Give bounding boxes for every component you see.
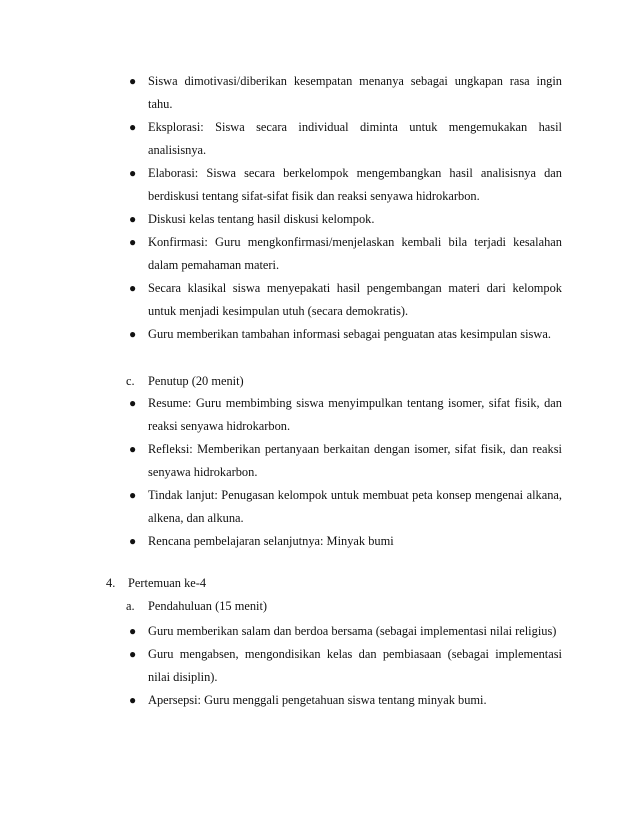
- bullet-icon: ●: [129, 396, 137, 410]
- list-item: ● Konfirmasi: Guru mengkonfirmasi/menjelaskan kembali bila terjadi kesalahan dalam pemahaman materi.: [148, 231, 562, 277]
- activity-list-eksplorasi: [129, 70, 562, 346]
- list-item: ● Guru memberikan salam dan berdoa bersama (sebagai implementasi nilai religius): [148, 620, 562, 643]
- list-item: ● Guru mengabsen, mengondisikan kelas dan pembiasaan (sebagai implementasi nilai disiplin).: [148, 643, 562, 689]
- list-item: ● Siswa dimotivasi/diberikan kesempatan menanya sebagai ungkapan rasa ingin tahu.: [148, 70, 562, 116]
- activity-list-pendahuluan: [129, 620, 562, 712]
- section-marker: 4.: [106, 576, 116, 590]
- list-item: ● Elaborasi: Siswa secara berkelompok mengembangkan hasil analisisnya dan berdiskusi tentang sifat-sifat fisik dan reaksi senyawa hidrokarbon.: [148, 162, 562, 208]
- bullet-icon: ●: [129, 624, 137, 638]
- bullet-icon: ●: [129, 647, 137, 661]
- section-marker: c.: [126, 374, 135, 388]
- bullet-icon: ●: [129, 327, 137, 341]
- section-title: Pendahuluan (15 menit): [148, 599, 268, 613]
- section-heading-pendahuluan: [126, 595, 267, 618]
- list-item: ● Tindak lanjut: Penugasan kelompok untuk membuat peta konsep mengenai alkana, alkena, dan alkuna.: [148, 484, 562, 530]
- section-marker: a.: [126, 599, 135, 613]
- bullet-icon: ●: [129, 488, 137, 502]
- bullet-icon: ●: [129, 166, 137, 180]
- bullet-icon: ●: [129, 120, 137, 134]
- list-item: ● Apersepsi: Guru menggali pengetahuan siswa tentang minyak bumi.: [148, 689, 562, 712]
- bullet-icon: ●: [129, 281, 137, 295]
- list-item: ● Rencana pembelajaran selanjutnya: Minyak bumi: [148, 530, 562, 553]
- list-item: ● Guru memberikan tambahan informasi sebagai penguatan atas kesimpulan siswa.: [148, 323, 562, 346]
- list-item: ● Secara klasikal siswa menyepakati hasil pengembangan materi dari kelompok untuk menjadi kesimpulan utuh (secara demokratis).: [148, 277, 562, 323]
- list-item: ● Refleksi: Memberikan pertanyaan berkaitan dengan isomer, sifat fisik, dan reaksi senyawa hidrokarbon.: [148, 438, 562, 484]
- bullet-icon: ●: [129, 74, 137, 88]
- section-title: Penutup (20 menit): [148, 374, 244, 388]
- activity-list-penutup: [129, 392, 562, 553]
- bullet-icon: ●: [129, 235, 137, 249]
- bullet-icon: ●: [129, 534, 137, 548]
- section-heading-penutup: [126, 370, 244, 393]
- bullet-icon: ●: [129, 212, 137, 226]
- list-item: ● Eksplorasi: Siswa secara individual diminta untuk mengemukakan hasil analisisnya.: [148, 116, 562, 162]
- section-heading-pertemuan: [106, 572, 206, 595]
- bullet-icon: ●: [129, 442, 137, 456]
- list-item: ● Resume: Guru membimbing siswa menyimpulkan tentang isomer, sifat fisik, dan reaksi senyawa hidrokarbon.: [148, 392, 562, 438]
- bullet-icon: ●: [129, 693, 137, 707]
- list-item: ● Diskusi kelas tentang hasil diskusi kelompok.: [148, 208, 562, 231]
- section-title: Pertemuan ke-4: [128, 576, 207, 590]
